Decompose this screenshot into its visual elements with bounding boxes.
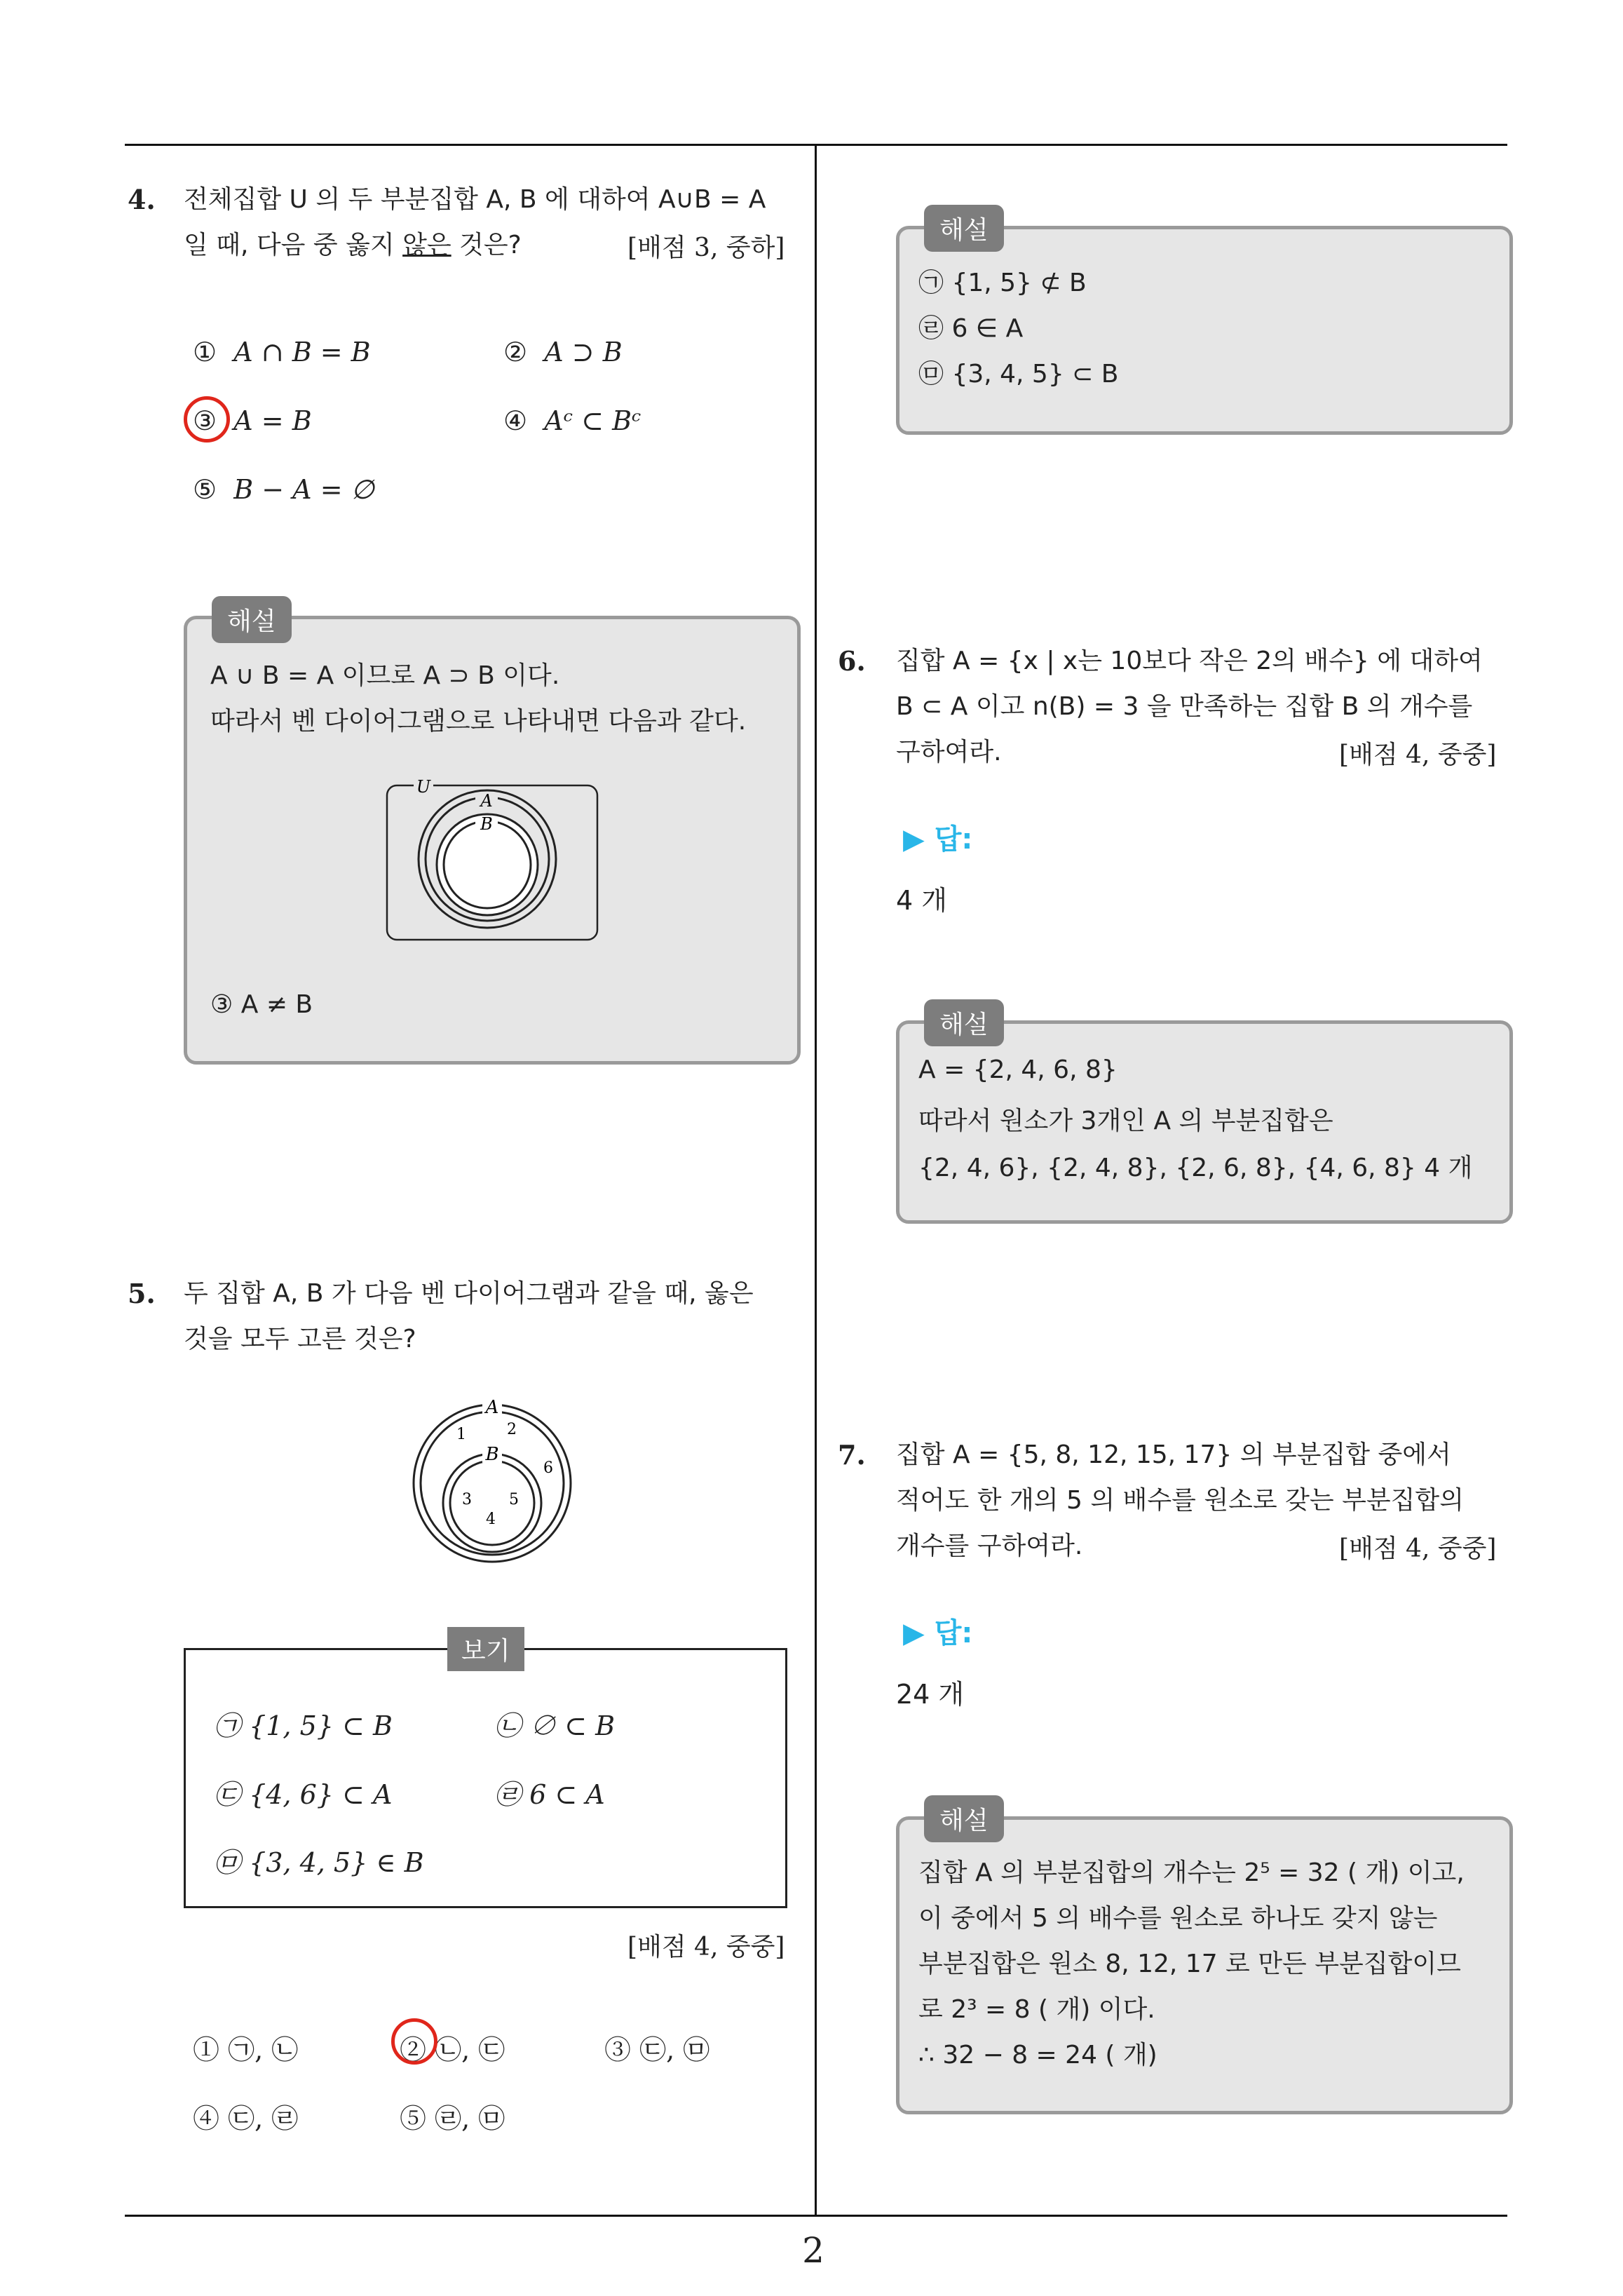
- bogi-item-5: ㉤ {3, 4, 5} ∈ B: [214, 1847, 424, 1878]
- q5-solution-line1: ㉠ {1, 5} ⊄ B: [918, 269, 1087, 297]
- q7-solution-line5: ∴ 32 − 8 = 24 ( 개): [918, 2041, 1157, 2069]
- bottom-rule: [125, 2215, 1507, 2217]
- q4-option-5[interactable]: ⑤ B − A = ∅: [193, 474, 374, 505]
- q6-solution-line1: A = {2, 4, 6, 8}: [918, 1055, 1118, 1084]
- q5-solution-tag: 해설: [924, 205, 1004, 252]
- q7-solution-tag: 해설: [924, 1795, 1004, 1842]
- q7-solution-line4: 로 2³ = 8 ( 개) 이다.: [918, 1995, 1155, 2024]
- bogi-item-4: ㉣ 6 ⊂ A: [494, 1779, 605, 1810]
- question-6-line2: B ⊂ A 이고 n(B) = 3 을 만족하는 집합 B 의 개수를: [896, 692, 1473, 721]
- question-7-number: 7.: [838, 1439, 866, 1471]
- q4-venn-diagram: [386, 778, 599, 943]
- svg-text:4: 4: [486, 1511, 496, 1528]
- q4-option-1[interactable]: ① A ∩ B = B: [193, 337, 371, 367]
- q6-solution-line3: {2, 4, 6}, {2, 4, 8}, {2, 6, 8}, {4, 6, 8} 4 개: [918, 1154, 1473, 1182]
- q6-solution-tag: 해설: [924, 999, 1004, 1046]
- bogi-tag: 보기: [447, 1627, 524, 1671]
- q4-solution-line2: 따라서 벤 다이어그램으로 나타내면 다음과 같다.: [210, 707, 747, 736]
- venn-label-u: U: [416, 778, 431, 797]
- svg-text:6: 6: [543, 1459, 553, 1477]
- q5-option-1[interactable]: ① ㉠, ㉡: [193, 2034, 299, 2065]
- q5-solution-line2: ㉣ 6 ∈ A: [918, 314, 1024, 343]
- q5-option-5[interactable]: ⑤ ㉣, ㉤: [400, 2103, 505, 2134]
- q6-solution-line2: 따라서 원소가 3개인 A 의 부분집합은: [918, 1107, 1333, 1135]
- q7-answer-head: ▶ 답:: [903, 1617, 973, 1649]
- q4-option-3[interactable]: ③ A = B: [193, 405, 312, 436]
- question-4-line2: 일 때, 다음 중 옳지 않은 것은?: [184, 231, 522, 259]
- question-6-line3: 구하여라.: [896, 738, 1002, 767]
- page-number: 2: [802, 2230, 824, 2271]
- q7-solution-line2: 이 중에서 5 의 배수를 원소로 하나도 갖지 않는: [918, 1904, 1438, 1933]
- q4-solution-answer: ③ A ≠ B: [210, 990, 313, 1019]
- question-5-score: [배점 4, 중중]: [627, 1933, 785, 1961]
- q6-answer: 4 개: [896, 885, 947, 916]
- bogi-item-1: ㉠ {1, 5} ⊂ B: [214, 1710, 393, 1741]
- q5-option-2[interactable]: ② ㉡, ㉢: [400, 2034, 505, 2065]
- q7-solution-line3: 부분집합은 원소 8, 12, 17 로 만든 부분집합이므: [918, 1950, 1461, 1978]
- svg-text:3: 3: [462, 1491, 472, 1508]
- question-7-score: [배점 4, 중중]: [1339, 1534, 1497, 1563]
- q5-option-3[interactable]: ③ ㉢, ㉤: [604, 2034, 710, 2065]
- question-4-score: [배점 3, 중하]: [627, 234, 785, 262]
- q6-answer-head: ▶ 답:: [903, 823, 973, 856]
- q4-solution-tag: 해설: [212, 596, 292, 643]
- bogi-item-2: ㉡ ∅ ⊂ B: [494, 1710, 616, 1741]
- q4-solution-line1: A ∪ B = A 이므로 A ⊃ B 이다.: [210, 661, 560, 690]
- venn-label-b: B: [480, 814, 493, 834]
- question-6-score: [배점 4, 중중]: [1339, 741, 1497, 769]
- svg-text:A: A: [485, 1397, 499, 1418]
- venn-label-a: A: [480, 791, 493, 811]
- q4-option-4[interactable]: ④ Aᶜ ⊂ Bᶜ: [503, 405, 641, 436]
- answer-check-mark: [184, 396, 230, 443]
- question-5-number: 5.: [128, 1278, 156, 1309]
- question-6-number: 6.: [838, 645, 866, 677]
- question-4-line1: 전체집합 U 의 두 부분집합 A, B 에 대하여 A∪B = A: [184, 185, 766, 214]
- svg-text:1: 1: [456, 1426, 466, 1443]
- question-7-line1: 집합 A = {5, 8, 12, 15, 17} 의 부분집합 중에서: [896, 1440, 1451, 1469]
- question-7-line2: 적어도 한 개의 5 의 배수를 원소로 갖는 부분집합의: [896, 1486, 1464, 1515]
- svg-text:B: B: [485, 1444, 499, 1465]
- svg-text:5: 5: [509, 1491, 519, 1508]
- q5-option-4[interactable]: ④ ㉢, ㉣: [193, 2103, 299, 2134]
- question-4-number: 4.: [128, 184, 156, 215]
- question-6-line1: 집합 A = {x | x는 10보다 작은 2의 배수} 에 대하여: [896, 647, 1483, 675]
- answer-check-mark: [391, 2018, 437, 2065]
- q4-option-2[interactable]: ② A ⊃ B: [503, 337, 623, 367]
- q7-solution-line1: 집합 A 의 부분집합의 개수는 2⁵ = 32 ( 개) 이고,: [918, 1858, 1465, 1887]
- question-7-line3: 개수를 구하여라.: [896, 1532, 1083, 1560]
- bogi-item-3: ㉢ {4, 6} ⊂ A: [214, 1779, 393, 1810]
- svg-text:2: 2: [507, 1421, 517, 1438]
- q7-answer: 24 개: [896, 1679, 965, 1710]
- q5-solution-line3: ㉤ {3, 4, 5} ⊂ B: [918, 360, 1119, 389]
- question-5-line1: 두 집합 A, B 가 다음 벤 다이어그램과 같을 때, 옳은: [184, 1279, 754, 1308]
- column-divider: [815, 144, 817, 2216]
- question-5-line2: 것을 모두 고른 것은?: [184, 1325, 416, 1353]
- q5-venn-diagram: [407, 1392, 578, 1567]
